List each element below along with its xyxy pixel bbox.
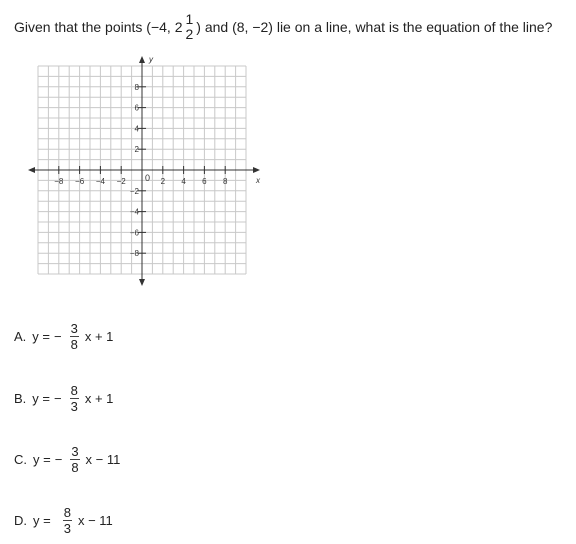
- choice-fraction: [70, 444, 79, 475]
- y-tick-label: −6: [129, 228, 139, 238]
- choice-sign: −: [54, 452, 63, 467]
- choice-letter: A.: [14, 329, 27, 344]
- choice-lhs: y =: [32, 391, 51, 406]
- choice-letter: B.: [14, 391, 27, 406]
- y-tick-label: 8: [134, 82, 139, 92]
- choice-sign: −: [54, 329, 62, 344]
- x-axis-right-arrow: [253, 167, 260, 173]
- choice-fraction: [63, 505, 72, 536]
- choice-fraction: [70, 383, 79, 414]
- y-tick-label: 4: [134, 124, 139, 134]
- x-axis-left-arrow: [28, 167, 35, 173]
- x-tick-label: −6: [75, 177, 85, 186]
- choice-letter: D.: [14, 513, 27, 528]
- choice-rest: x + 1: [84, 329, 114, 344]
- x-tick-label: −4: [95, 177, 105, 186]
- y-tick-label: 6: [134, 103, 139, 113]
- choice-rest: x − 11: [77, 513, 113, 528]
- y-axis-down-arrow: [139, 279, 145, 286]
- choice-rest: x + 1: [84, 391, 114, 406]
- fraction-numerator: 8: [70, 383, 78, 398]
- choice-a[interactable]: [14, 321, 113, 352]
- x-tick-label: −2: [116, 177, 126, 186]
- y-tick-label: −2: [129, 186, 139, 196]
- choice-letter: C.: [14, 452, 27, 467]
- x-tick-label: 2: [160, 177, 166, 186]
- x-tick-label: −8: [54, 177, 64, 186]
- choice-rest: x − 11: [85, 452, 121, 467]
- fraction-denominator: 3: [63, 521, 71, 536]
- choice-d[interactable]: [14, 505, 113, 536]
- x-tick-label: 8: [222, 177, 228, 186]
- x-tick-label: 6: [202, 177, 207, 186]
- choice-lhs: y =: [33, 452, 51, 467]
- y-axis-label: y: [149, 55, 153, 64]
- question-before: Given that the points (−4, 2: [14, 19, 183, 35]
- fraction-numerator: 8: [63, 505, 71, 520]
- choice-lhs: y =: [33, 513, 51, 528]
- y-axis-up-arrow: [139, 56, 145, 63]
- choice-lhs: y =: [32, 329, 51, 344]
- y-tick-label: −8: [129, 249, 139, 259]
- origin-label: 0: [145, 173, 151, 183]
- fraction-denominator: 3: [70, 399, 78, 414]
- y-tick-label: −4: [129, 207, 139, 217]
- y-tick-label: 2: [134, 145, 139, 155]
- x-axis-label: x: [256, 176, 260, 185]
- fraction-numerator: 3: [71, 444, 79, 459]
- choice-sign: −: [54, 391, 62, 406]
- fraction-denominator: 8: [70, 337, 78, 352]
- fraction-denominator: 2: [185, 26, 194, 42]
- choice-b[interactable]: [14, 383, 113, 414]
- choice-c[interactable]: [14, 444, 120, 475]
- question-after: ) and (8, −2) lie on a line, what is the equation of the line?: [196, 19, 553, 35]
- fraction-numerator: 1: [185, 11, 194, 27]
- x-tick-label: 4: [181, 177, 186, 186]
- fraction-denominator: 8: [71, 460, 79, 475]
- choice-fraction: [70, 321, 79, 352]
- fraction-numerator: 3: [70, 321, 78, 336]
